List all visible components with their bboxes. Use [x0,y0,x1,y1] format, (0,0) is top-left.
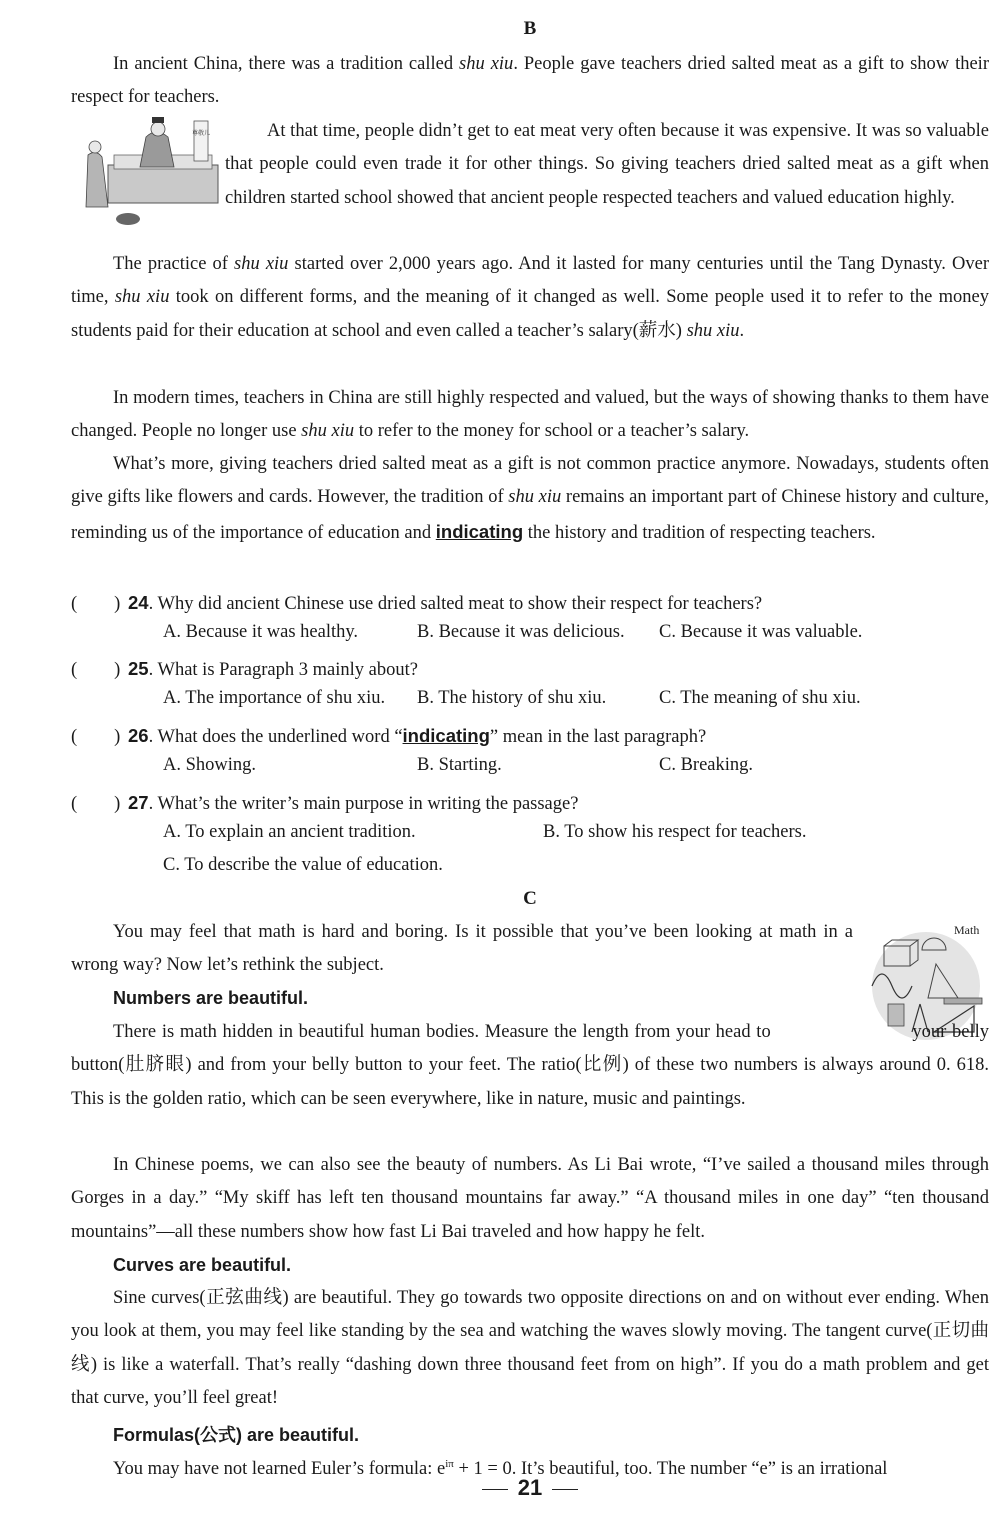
section-b-title: B [523,18,537,39]
q26-option-c: C. Breaking. [659,755,754,775]
q27-option-c: C. To describe the value of education. [163,855,443,875]
answer-blank-27[interactable]: ( ) [71,794,121,814]
section-b-paragraph-5: What’s more, giving teachers dried salted meat as a gift is not common practice anymore. Nowadays, students often give gifts like flowers and cards. However, the tradition of shu xiu remains an important part of Chinese history and culture, reminding us of the importance of education and indicating the history and tradition of respecting teachers. [71,454,989,543]
section-b-paragraph-4: In modern times, teachers in China are still highly respected and valued, but the ways of showing thanks to them have changed. People no longer use shu xiu to refer to the money for school or a teacher’s salary. [71,388,989,442]
q25-option-b: B. The history of shu xiu. [417,688,607,708]
question-27: ( ) 27. What’s the writer’s main purpose in writing the passage? [71,789,578,815]
heading-numbers: Numbers are beautiful. [113,988,309,1008]
section-b-paragraph-3: The practice of shu xiu started over 2,000 years ago. And it lasted for many centuries until the Tang Dynasty. Over time, shu xiu took on different forms, and the meaning of it changed as well. Some people used it to refer to the money students paid for their education at school and even called a teacher’s salary(薪水) shu xiu. [71,254,990,341]
section-c-paragraph-5: You may have not learned Euler’s formula: $e^{i\pi} + 1 = 0$. It’s beautiful, too. The number “e” is an irrational [113,1458,888,1480]
q26-option-a: A. Showing. [163,755,257,775]
question-24: ( ) 24. Why did ancient Chinese use dried salted meat to show their respect for teachers? [71,589,762,615]
section-c-paragraph-3: In Chinese poems, we can also see the beauty of numbers. As Li Bai wrote, “I’ve sailed a thousand miles through Gorges in a day.” “My skiff has left ten thousand mountains far away.” “A thousand miles in one day” “ten thousand mountains”—all these numbers show how fast Li Bai traveled and how happy he felt. [71,1155,989,1242]
section-c-title: C [523,888,537,909]
q26-option-b: B. Starting. [417,755,502,775]
answer-blank-26[interactable]: ( ) [71,727,121,747]
svg-text:尊敬儿: 尊敬儿 [191,130,211,137]
section-b-paragraph-2: At that time, people didn’t get to eat meat very often because it was expensive. It was so valuable that people could even trade it for other things. So giving teachers dried salted meat as a gift when children started school showed that ancient people respected teachers and valued education highly. [225,121,989,208]
section-b-paragraph-1: In ancient China, there was a tradition called shu xiu. People gave teachers dried salted meat as a gift to show their respect for teachers. [71,54,989,108]
q24-option-c: C. Because it was valuable. [659,622,863,642]
q25-option-a: A. The importance of shu xiu. [163,688,386,708]
question-26: ( ) 26. What does the underlined word “indicating” mean in the last paragraph? [71,722,706,748]
q24-option-a: A. Because it was healthy. [163,622,359,642]
heading-formulas: Formulas(公式) are beautiful. [113,1425,360,1445]
q25-option-c: C. The meaning of shu xiu. [659,688,861,708]
heading-curves: Curves are beautiful. [113,1255,292,1275]
question-25: ( ) 25. What is Paragraph 3 mainly about? [71,655,418,681]
q24-option-b: B. Because it was delicious. [417,622,625,642]
svg-text:Math: Math [954,923,980,937]
answer-blank-24[interactable]: ( ) [71,594,121,614]
q27-option-b: B. To show his respect for teachers. [543,822,807,842]
section-c-paragraph-2: There is math hidden in beautiful human bodies. Measure the length from your head to your belly button(肚脐眼) and from your belly button to your feet. The ratio(比例) of these two numbers is always around 0. 618. This is the golden ratio, which can be seen everywhere, like in nature, music and paintings. [71,1022,989,1109]
page-number: 21 [0,1475,1008,1501]
answer-blank-25[interactable]: ( ) [71,660,121,680]
q27-option-a: A. To explain an ancient tradition. [163,822,416,842]
section-c-paragraph-1: You may feel that math is hard and boring. Is it possible that you’ve been looking at math in a wrong way? Now let’s rethink the subject. [71,922,853,976]
teacher-student-illustration [78,115,226,235]
section-c-paragraph-4: Sine curves(正弦曲线) are beautiful. They go towards two opposite directions on and on without ever ending. When you look at them, you may feel like standing by the sea and watching the waves slowly moving. The tangent curve(正切曲线) is like a waterfall. That’s really “dashing down three thousand feet from on high”. If you do a math problem and get that curve, you’ll feel great! [71,1288,989,1408]
